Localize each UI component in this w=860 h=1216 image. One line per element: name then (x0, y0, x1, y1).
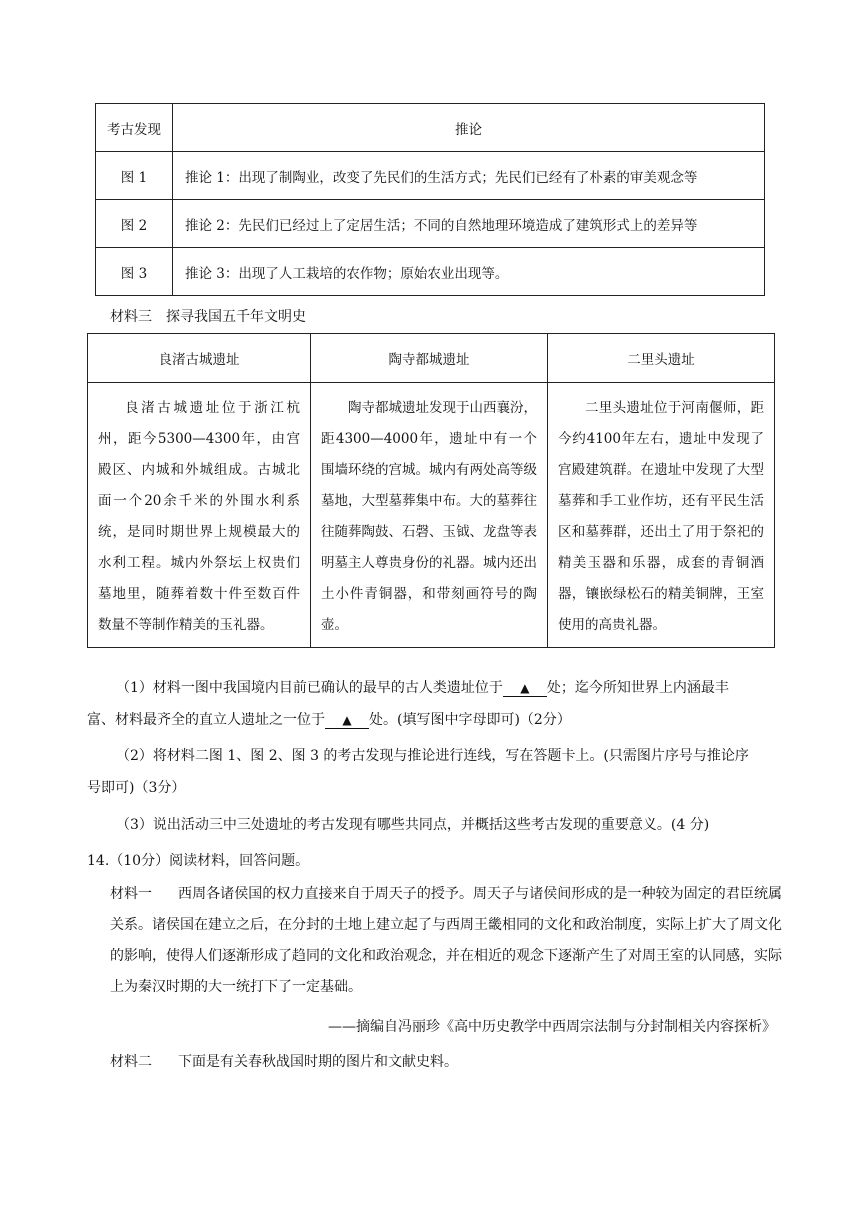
question-1-text-d: 处。(填写图中字母即可)（2分） (369, 712, 571, 728)
site-header-erlitou: 二里头遗址 (548, 334, 775, 383)
table-row (96, 152, 765, 200)
question-1-line-1 (116, 678, 729, 698)
answer-blank-2[interactable] (325, 712, 369, 729)
table-header-inference: 推论 (173, 104, 765, 152)
site-cell-erlitou (548, 383, 775, 648)
triangle-marker-icon: ▲ (342, 713, 352, 727)
material-2-line (110, 1052, 458, 1072)
table-header-row (96, 104, 765, 152)
question-1-line-2 (87, 710, 571, 730)
answer-blank-1[interactable] (503, 680, 547, 697)
question-2-line-2: 号即可)（3分） (87, 780, 186, 796)
material-2-label: 材料二 (110, 1054, 152, 1070)
table-cell-inference: 推论 3：出现了人工栽培的农作物；原始农业出现等。 (173, 248, 765, 296)
site-header-liangzhu: 良渚古城遗址 (88, 334, 311, 383)
table-header-discovery: 考古发现 (96, 104, 173, 152)
sites-table (87, 333, 775, 648)
question-1-text-a: （1）材料一图中我国境内目前已确认的最早的古人类遗址位于 (116, 680, 503, 696)
table-cell-figure: 图 1 (96, 152, 173, 200)
site-text-liangzhu: 良渚古城遗址位于浙江杭州，距今5300—4300年，由宫殿区、内城和外城组成。古城北面一个20余千米的外围水利系统，是同时期世界上规模最大的水利工程。城内外祭坛上权贵们墓地里，随葬着数十件至数百件数量不等制作精美的玉礼器。 (98, 400, 300, 633)
material-2-text: 下面是有关春秋战国时期的图片和文献史料。 (178, 1054, 458, 1070)
material-1-source: ——摘编自冯丽珍《高中历史教学中西周宗法制与分封制相关内容探析》 (328, 1019, 776, 1035)
table-header-row (88, 334, 775, 383)
table-cell-inference: 推论 1：出现了制陶业，改变了先民们的生活方式；先民们已经有了朴素的审美观念等 (173, 152, 765, 200)
material3-caption: 材料三 探寻我国五千年文明史 (110, 309, 306, 325)
table-cell-figure: 图 3 (96, 248, 173, 296)
table-row (88, 383, 775, 648)
site-cell-liangzhu (88, 383, 311, 648)
site-header-taosi: 陶寺都城遗址 (311, 334, 548, 383)
material-1-paragraph (110, 879, 782, 1003)
table-cell-inference: 推论 2：先民们已经过上了定居生活；不同的自然地理环境造成了建筑形式上的差异等 (173, 200, 765, 248)
table-row (96, 200, 765, 248)
question-14-heading: 14.（10分）阅读材料，回答问题。 (87, 853, 310, 869)
site-cell-taosi (311, 383, 548, 648)
material-1-text: 西周各诸侯国的权力直接来自于周天子的授予。周天子与诸侯间形成的是一种较为固定的君臣统属关系。诸侯国在建立之后，在分封的土地上建立起了与西周王畿相同的文化和政治制度，实际上扩大了周文化的影响，使得人们逐渐形成了趋同的文化和政治观念，并在相近的观念下逐渐产生了对周王室的认同感，实际上为秦汉时期的大一统打下了一定基础。 (110, 886, 782, 995)
question-2-line-1: （2）将材料二图 1、图 2、图 3 的考古发现与推论进行连线，写在答题卡上。(只需图片序号与推论序 (116, 748, 749, 764)
triangle-marker-icon: ▲ (520, 681, 530, 695)
site-text-taosi: 陶寺都城遗址发现于山西襄汾，距4300—4000年，遗址中有一个围墙环绕的宫城。城内有两处高等级墓地，大型墓葬集中布。大的墓葬往往随葬陶鼓、石磬、玉钺、龙盘等表明墓主人尊贵身份的礼器。城内还出土小件青铜器，和带刻画符号的陶壶。 (321, 400, 537, 633)
question-1-text-b: 处；迄今所知世界上内涵最丰 (546, 680, 729, 696)
question-1-text-c: 富、材料最齐全的直立人遗址之一位于 (87, 712, 325, 728)
inference-table (95, 103, 765, 296)
question-3: （3）说出活动三中三处遗址的考古发现有哪些共同点，并概括这些考古发现的重要意义。(4 分) (116, 817, 710, 833)
site-text-erlitou: 二里头遗址位于河南偃师，距今约4100年左右，遗址中发现了宫殿建筑群。在遗址中发现了大型墓葬和手工业作坊，还有平民生活区和墓葬群，还出土了用于祭祀的精美玉器和乐器，成套的青铜酒器，镶嵌绿松石的精美铜牌，王室使用的高贵礼器。 (558, 400, 764, 633)
material-1-label: 材料一 (110, 886, 152, 902)
table-cell-figure: 图 2 (96, 200, 173, 248)
table-row (96, 248, 765, 296)
